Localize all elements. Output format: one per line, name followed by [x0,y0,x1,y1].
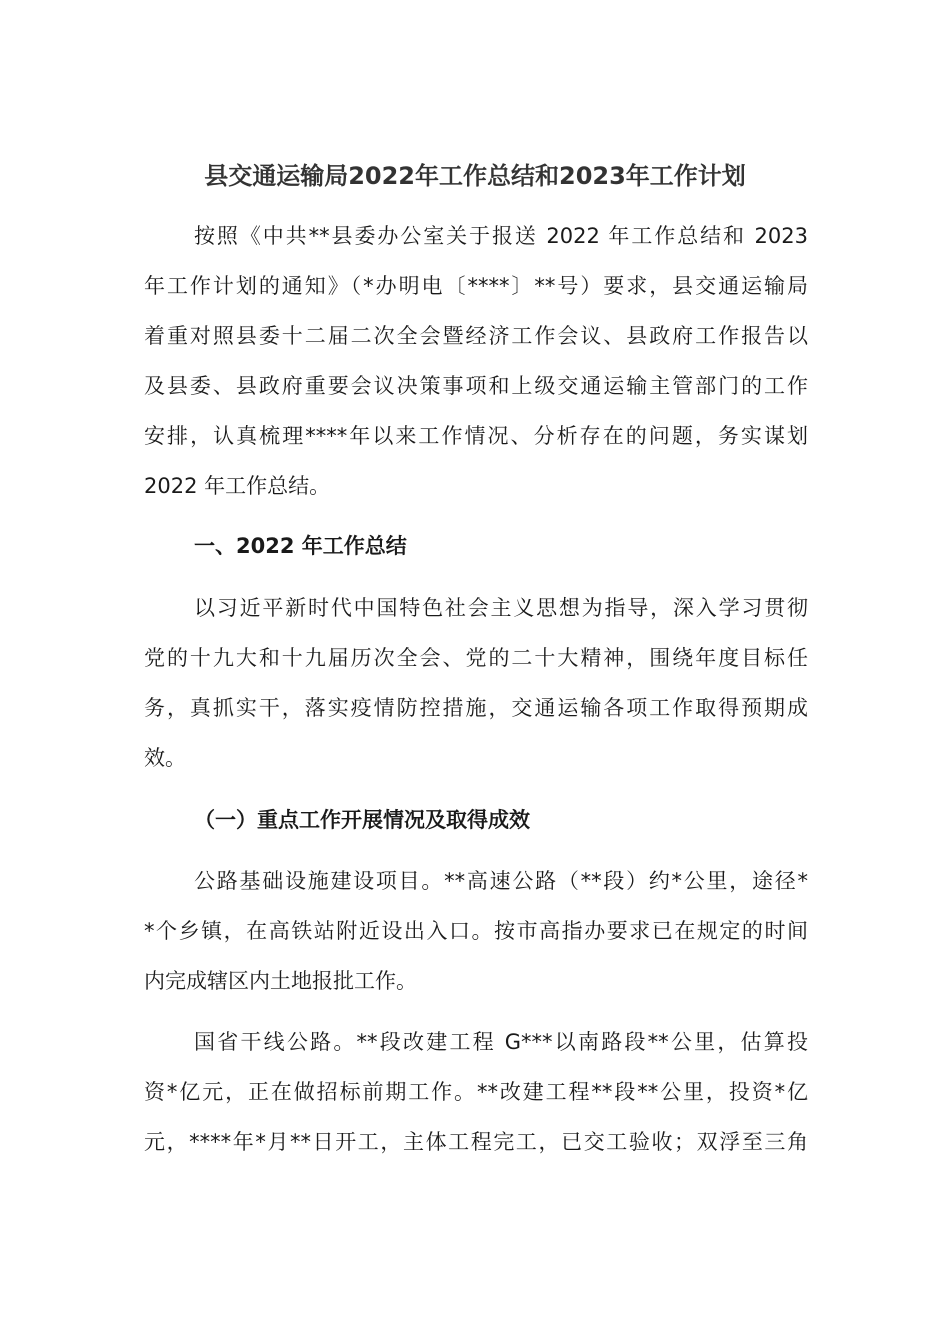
highway-paragraph [144,1017,808,1167]
infrastructure-paragraph [144,856,808,1006]
paragraph-line: 元，****年*月**日开工，主体工程完工，已交工验收；双浮至三角 [144,1130,808,1154]
intro-paragraph [144,211,808,511]
document-title: 县交通运输局2022年工作总结和2023年工作计划 [204,162,746,190]
paragraph-line: 着重对照县委十二届二次全会暨经济工作会议、县政府工作报告以 [144,324,808,348]
paragraph-line: 年工作计划的通知》（*办明电〔****〕**号）要求，县交通运输局 [144,274,808,298]
section-paragraph [144,583,808,783]
paragraph-line: 内完成辖区内土地报批工作。 [144,969,417,993]
subsection-heading: （一）重点工作开展情况及取得成效 [194,808,530,832]
paragraph-line: 以习近平新时代中国特色社会主义思想为指导，深入学习贯彻 [194,596,808,620]
paragraph-line: 2022 年工作总结。 [144,474,331,498]
paragraph-line: 党的十九大和十九届历次全会、党的二十大精神，围绕年度目标任 [144,646,808,670]
paragraph-line: 效。 [144,746,186,770]
section-heading: 一、2022 年工作总结 [194,534,407,558]
paragraph-line: 务，真抓实干，落实疫情防控措施，交通运输各项工作取得预期成 [144,696,808,720]
paragraph-line: 资*亿元，正在做招标前期工作。**改建工程**段**公里，投资*亿 [144,1080,808,1104]
paragraph-line: 及县委、县政府重要会议决策事项和上级交通运输主管部门的工作 [144,374,808,398]
paragraph-line: 公路基础设施建设项目。**高速公路（**段）约*公里，途径* [194,869,808,893]
paragraph-line: 按照《中共**县委办公室关于报送 2022 年工作总结和 2023 [194,224,808,248]
paragraph-line: 国省干线公路。**段改建工程 G***以南路段**公里，估算投 [194,1030,808,1054]
paragraph-line: 安排，认真梳理****年以来工作情况、分析存在的问题，务实谋划 [144,424,808,448]
paragraph-line: *个乡镇，在高铁站附近设出入口。按市高指办要求已在规定的时间 [144,919,808,943]
